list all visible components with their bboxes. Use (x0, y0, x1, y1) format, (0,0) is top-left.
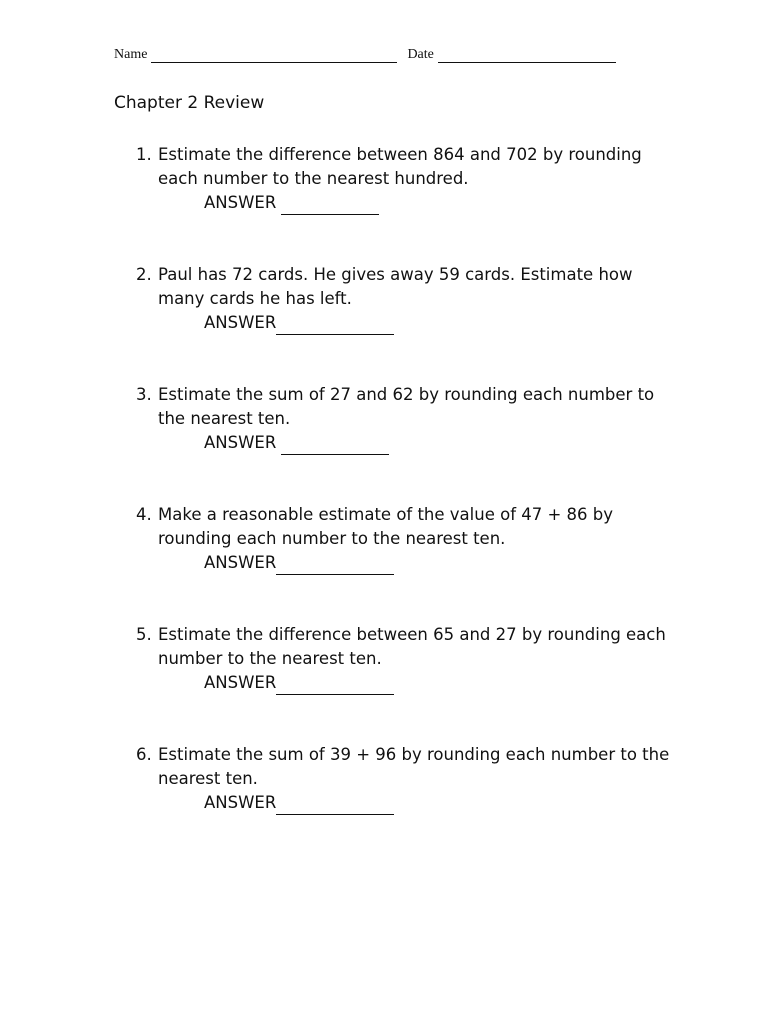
name-blank[interactable] (151, 48, 397, 63)
answer-blank[interactable] (281, 196, 379, 215)
question-text: Make a reasonable estimate of the value of 47 + 86 by rounding each number to the nearest ten. (158, 505, 614, 548)
answer-row (204, 191, 676, 215)
question-2 (136, 263, 676, 335)
question-number: 4. (136, 505, 152, 524)
answer-label: ANSWER (204, 553, 277, 572)
question-3 (136, 383, 676, 455)
answer-label: ANSWER (204, 433, 277, 452)
answer-row (204, 311, 676, 335)
question-text: Estimate the sum of 39 + 96 by rounding each number to the nearest ten. (158, 745, 670, 788)
question-text: Estimate the difference between 65 and 27 by rounding each number to the nearest ten. (158, 625, 666, 668)
date-blank[interactable] (438, 48, 616, 63)
answer-row (204, 791, 676, 815)
answer-blank[interactable] (276, 316, 394, 335)
question-number: 1. (136, 145, 152, 164)
question-text: Estimate the sum of 27 and 62 by rounding each number to the nearest ten. (158, 385, 655, 428)
answer-label: ANSWER (204, 793, 277, 812)
question-text: Estimate the difference between 864 and 702 by rounding each number to the nearest hundred. (158, 145, 642, 188)
answer-row (204, 671, 676, 695)
answer-blank[interactable] (276, 676, 394, 695)
page-title: Chapter 2 Review (114, 93, 265, 113)
date-label: Date (407, 47, 434, 62)
answer-label: ANSWER (204, 313, 277, 332)
answer-blank[interactable] (276, 556, 394, 575)
question-text: Paul has 72 cards. He gives away 59 cards. Estimate how many cards he has left. (158, 265, 633, 308)
question-1 (136, 143, 676, 215)
answer-blank[interactable] (276, 796, 394, 815)
name-label: Name (114, 47, 148, 62)
header-row (114, 47, 616, 63)
question-6 (136, 743, 676, 815)
answer-blank[interactable] (281, 436, 389, 455)
question-number: 5. (136, 625, 152, 644)
question-5 (136, 623, 676, 695)
answer-label: ANSWER (204, 193, 277, 212)
answer-label: ANSWER (204, 673, 277, 692)
answer-row (204, 431, 676, 455)
answer-row (204, 551, 676, 575)
question-number: 6. (136, 745, 152, 764)
question-4 (136, 503, 676, 575)
question-number: 2. (136, 265, 152, 284)
question-number: 3. (136, 385, 152, 404)
